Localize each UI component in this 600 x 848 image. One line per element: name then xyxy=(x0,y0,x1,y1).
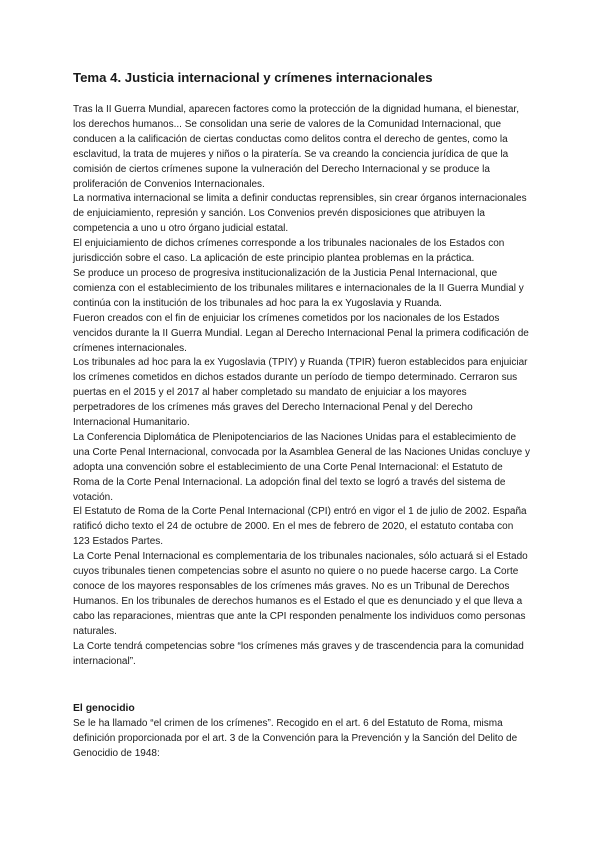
body-text xyxy=(73,103,531,669)
paragraph: El Estatuto de Roma de la Corte Penal Internacional (CPI) entró en vigor el 1 de julio de 2002. España ratificó dicho texto el 24 de octubre de 2000. En el mes de febrero de 2020, el estatuto contaba con 123 Estados Partes. xyxy=(73,506,527,548)
paragraph: Tras la II Guerra Mundial, aparecen factores como la protección de la dignidad humana, el bienestar, los derechos humanos... Se consolidan una serie de valores de la Comunidad Internacional, que conducen a la calificación de ciertas conductas como delitos contra el derecho de gentes, como la esclavitud, la trata de mujeres y niños o la piratería. Se va creando la conciencia jurídica de que la comisión de ciertos crímenes supone la vulneración del Derecho Internacional y se produce la proliferación de Convenios Internacionales. xyxy=(73,104,519,190)
paragraph: Se produce un proceso de progresiva institucionalización de la Justicia Penal Internacional, que comienza con el establecimiento de los tribunales militares e internacionales de la II Guerra Mundial y continúa con la institución de los tribunales ad hoc para la ex Yugoslavia y Ruanda. xyxy=(73,267,524,309)
paragraph: La normativa internacional se limita a definir conductas reprensibles, sin crear órganos internacionales de enjuiciamiento, represión y sanción. Los Convenios prevén disposiciones que atribuyen la competencia a uno u otro órgano judicial estatal. xyxy=(73,193,527,235)
paragraph: El enjuiciamiento de dichos crímenes corresponde a los tribunales nacionales de los Estados con jurisdicción sobre el caso. La aplicación de este principio plantea problemas en la práctica. xyxy=(73,238,505,265)
paragraph: La Corte Penal Internacional es complementaria de los tribunales nacionales, sólo actuará si el Estado cuyos tribunales tienen competencias sobre el asunto no quiere o no puede hacerse cargo. La Corte conoce de los mayores responsables de los crímenes más graves. No es un Tribunal de Derechos Humanos. En los tribunales de derechos humanos es el Estado el que es denunciado y el que lleva a cabo las reparaciones, mientras que ante la CPI responden penalmente los individuos como personas naturales. xyxy=(73,551,528,637)
paragraph: Fueron creados con el fin de enjuiciar los crímenes cometidos por los nacionales de los Estados vencidos durante la II Guerra Mundial. Legan al Derecho Internacional Penal la primera codificación de crímenes internacionales. xyxy=(73,312,529,354)
page-title: Tema 4. Justicia internacional y crímenes internacionales xyxy=(73,70,433,85)
paragraph: La Corte tendrá competencias sobre “los crímenes más graves y de trascendencia para la comunidad internacional”. xyxy=(73,640,524,667)
section-heading: El genocidio xyxy=(73,703,135,714)
section-body xyxy=(73,717,531,762)
paragraph: La Conferencia Diplomática de Plenipotenciarios de las Naciones Unidas para el establecimiento de una Corte Penal Internacional, convocada por la Asamblea General de las Naciones Unidas concluye y adopta una convención sobre el establecimiento de una Corte Penal Internacional: el Estatuto de Roma de la Corte Penal Internacional. La adopción final del texto se logró a través del sistema de votación. xyxy=(73,431,530,503)
paragraph: Se le ha llamado “el crimen de los crímenes”. Recogido en el art. 6 del Estatuto de Roma, misma definición proporcionada por el art. 3 de la Convención para la Prevención y la Sanción del Delito de Genocidio de 1948: xyxy=(73,718,518,759)
paragraph: Los tribunales ad hoc para la ex Yugoslavia (TPIY) y Ruanda (TPIR) fueron establecidos para enjuiciar los crímenes cometidos en dichos estados durante un período de tiempo determinado. Cerraron sus puertas en el 2015 y el 2017 al haber completado su mandato de enjuiciar a los mayores perpetradores de los crímenes más graves del Derecho Internacional Penal y del Derecho Internacional Humanitario. xyxy=(73,357,528,429)
